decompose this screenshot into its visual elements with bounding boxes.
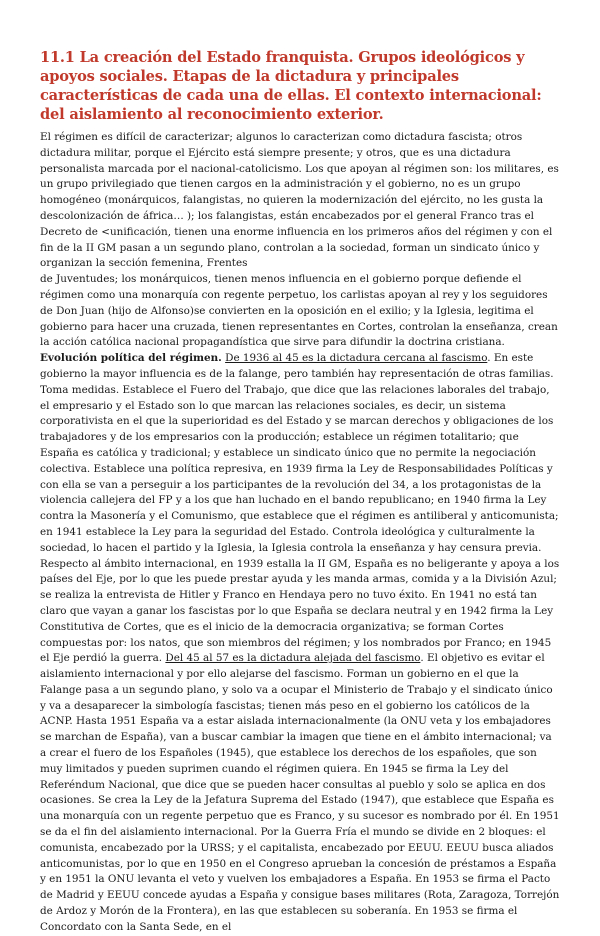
stage-1945-1957-text: . El objetivo es evitar el aislamiento internacional y por ello alejarse del fascismo. Forman un gobierno en el que la Falange pasa a un segundo plano, y solo va a ocupar el Ministerio de Trabajo y el sindicato único y va a desaparecer la simbología fascistas; tienen más peso en el gobierno los católicos de la ACNP. Hasta 1951 España va a estar aislada internacionalmente (la ONU veta y los embajadores se marchan de España), van a buscar cambiar la imagen que tiene en el ámbito internacional; va a crear el fuero de los Españoles (1945), que establece los derechos de los españoles, que son muy limitados y pueden suprimen cuando el régimen quiera. En 1945 se firma la Ley del Referéndum Nacional, que dice que se pueden hacer consultas al pueblo y solo se aplica en dos ocasiones. Se crea la Ley de la Jefatura Suprema del Estado (1947), que establece que España es una monarquía con un regente perpetuo que es Franco, y su sucesor es nombrado por él. En 1951 se da el fin del aislamiento internacional. Por la Guerra Fría el mundo se divide en 2 bloques: el comunista, encabezado por la URSS; y el capitalista, encabezado por EEUU. EEUU busca aliados anticomunistas, por lo que en 1950 en el Congreso aprueban la concesión de préstamos a España y en 1951 la ONU levanta el veto y vuelven los embajadores a España. En 1953 se firma el Pacto de Madrid y EEUU concede ayudas a España y consigue bases militares (Rota, Zaragoza, Torrejón de Ardoz y Morón de la Frontera), en las que establecen su soberanía. En 1953 se firma el Concordato con la Santa Sede, en el: [40, 652, 560, 933]
stage-1945-1957: Del 45 al 57 es la dictadura alejada del fascismo: [165, 652, 421, 665]
paragraph-political-evolution: [40, 351, 560, 935]
paragraph-regime-supports: El régimen es difícil de caracterizar; algunos lo caracterizan como dictadura fascista; otros dictadura militar, porque el Ejército está siempre presente; y otros, que es una dictadura personalista marcada por el nacional-catolicismo. Los que apoyan al régimen son: los militares, es un grupo privilegiado que tienen cargos en la administración y el gobierno, no es un grupo homogéneo (monárquicos, falangistas, no quieren la modernización del ejército, no les gusta la descolonización de áfrica… ); los falangistas, están encabezados por el general Franco tras el Decreto de <unificación, tienen una enorme influencia en los primeros años del régimen y con el fin de la II GM pasan a un segundo plano, controlan a la sociedad, forman un sindicato único y organizan la sección femenina, Frentes: [40, 131, 559, 270]
stage-1936-1945: De 1936 al 45 es la dictadura cercana al fascismo: [225, 352, 488, 365]
paragraph-monarchists-church: de Juventudes; los monárquicos, tienen menos influencia en el gobierno porque defiende el régimen como una monarquía con regente perpetuo, los carlistas apoyan al rey y los seguidores de Don Juan (hijo de Alfonso)se convierten en la oposición en el exilio; y la Iglesia, legitima el gobierno para hacer una cruzada, tienen representantes en Cortes, controlan la enseñanza, crean la acción católica nacional propagandística que sirve para difundir la doctrina cristiana.: [40, 273, 558, 349]
document-title: 11.1 La creación del Estado franquista. Grupos ideológicos y apoyos sociales. Etapas de la dictadura y principales características de cada una de ellas. El contexto internacional: del aislamiento al reconocimiento exterior.: [40, 49, 542, 123]
section-heading-evolution: Evolución política del régimen.: [40, 352, 222, 365]
stage-1936-1945-text: . En este gobierno la mayor influencia es de la falange, pero también hay representación de otras familias. Toma medidas. Establece el Fuero del Trabajo, que dice que las relaciones laborales del trabajo, el empresario y el Estado son lo que marcan las relaciones sociales, es decir, un sistema corporativista en el que la superioridad es del Estado y se marcan derechos y obligaciones de los trabajadores y de los empresarios con la producción; establece un régimen totalitario; que España es católica y tradicional; y establece un sindicato único que no permite la negociación colectiva. Establece una política represiva, en 1939 firma la Ley de Responsabilidades Políticas y con ella se van a perseguir a los participantes de la revolución del 34, a los protagonistas de la violencia callejera del FP y a los que han luchado en el bando republicano; en 1940 firma la Ley contra la Masonería y el Comunismo, que establece que el régimen es antiliberal y anticomunista; en 1941 establece la Ley para la seguridad del Estado. Controla ideológica y culturalmente la sociedad, lo hacen el partido y la Iglesia, la Iglesia controla la enseñanza y hay censura previa. Respecto al ámbito internacional, en 1939 estalla la II GM, España es no beligerante y apoya a los países del Eje, por lo que les puede prestar ayuda y les manda armas, comida y a la División Azul; se realiza la entrevista de Hitler y Franco en Hendaya pero no tuvo éxito. En 1941 no está tan claro que vayan a ganar los fascistas por lo que España se declara neutral y en 1942 firma la Ley Constitutiva de Cortes, que es el inicio de la democracia organizativa; se forman Cortes compuestas por: los natos, que son miembros del régimen; y los nombrados por Franco; en 1945 el Eje perdió la guerra.: [40, 352, 560, 665]
document-body: [40, 130, 560, 936]
